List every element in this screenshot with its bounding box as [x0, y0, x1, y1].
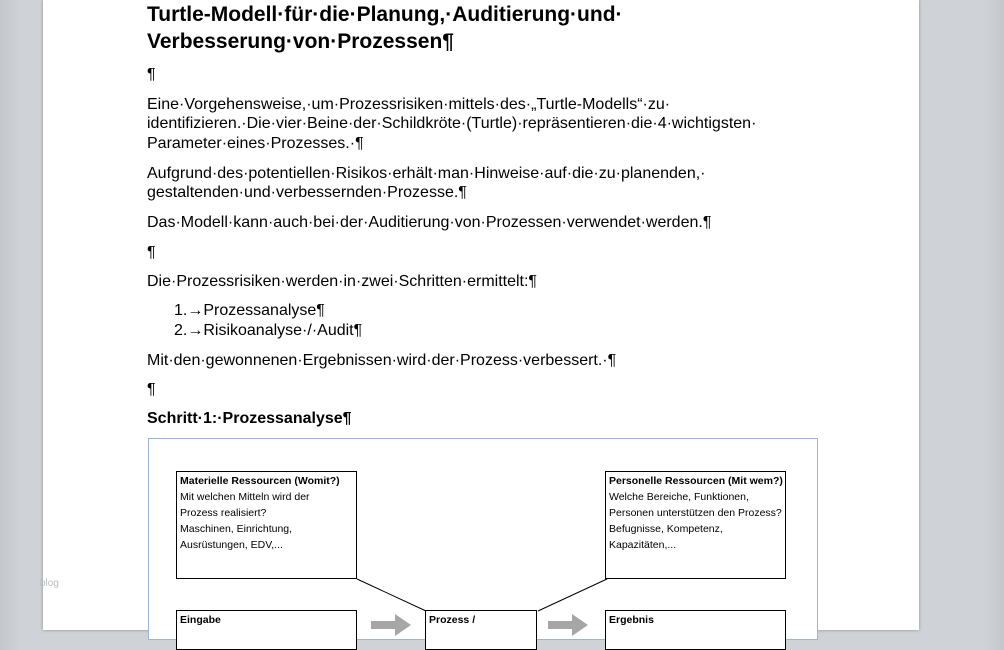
process-box [425, 610, 537, 650]
intro-paragraph-line-3: Parameter·eines·Prozesses.·¶ [147, 135, 364, 152]
turtle-diagram[interactable] [148, 438, 818, 640]
audit-paragraph: Das·Modell·kann·auch·bei·der·Auditierung·von·Prozessen·verwendet·werden.¶ [147, 214, 712, 231]
intro-paragraph-line-2: identifizieren.·Die·vier·Beine·der·Schildkröte·(Turtle)·repräsentieren·die·4·wichtigsten· [147, 115, 757, 132]
arrow-right-icon [548, 614, 588, 636]
process-box-title: Prozess / [429, 614, 476, 626]
connector-line [538, 579, 607, 611]
material-resources-line: Ausrüstungen, EDV,... [180, 539, 283, 551]
list-item: 2.→Risikoanalyse·/·Audit¶ [174, 322, 363, 339]
result-paragraph: Mit·den·gewonnenen·Ergebnissen·wird·der·Prozess·verbessert.·¶ [147, 352, 617, 369]
empty-paragraph-mark: ¶ [147, 381, 156, 398]
material-resources-line: Mit welchen Mitteln wird der [180, 491, 310, 503]
empty-paragraph-mark: ¶ [147, 244, 156, 261]
risk-paragraph-line-2: gestaltenden·und·verbessernden·Prozesse.¶ [147, 184, 467, 201]
personnel-resources-line: Welche Bereiche, Funktionen, [609, 491, 749, 503]
personnel-resources-line: Kapazitäten,... [609, 539, 677, 551]
input-box-title: Eingabe [180, 614, 221, 626]
output-box [605, 610, 786, 650]
watermark-text: blog [40, 578, 59, 589]
empty-paragraph-mark: ¶ [147, 66, 156, 83]
risk-paragraph-line-1: Aufgrund·des·potentiellen·Risikos·erhält·man·Hinweise·auf·die·zu·planenden,· [147, 165, 706, 182]
material-resources-title: Materielle Ressourcen (Womit?) [180, 475, 340, 487]
steps-paragraph: Die·Prozessrisiken·werden·in·zwei·Schritten·ermittelt:¶ [147, 273, 538, 290]
step1-heading: Schritt·1:·Prozessanalyse¶ [147, 410, 352, 427]
connector-line [357, 579, 426, 611]
personnel-resources-line: Personen unterstützen den Prozess? [609, 507, 782, 519]
output-box-title: Ergebnis [609, 614, 654, 626]
document-title-line-1: Turtle-Modell·für·die·Planung,·Auditierung·und· [147, 3, 623, 26]
input-box [176, 610, 357, 650]
material-resources-line: Prozess realisiert? [180, 507, 267, 519]
personnel-resources-line: Befugnisse, Kompetenz, [609, 523, 723, 535]
personnel-resources-title: Personelle Ressourcen (Mit wem?) [609, 475, 783, 487]
material-resources-line: Maschinen, Einrichtung, [180, 523, 293, 535]
arrow-right-icon [371, 614, 411, 636]
list-item: 1.→Prozessanalyse¶ [174, 302, 325, 319]
intro-paragraph-line-1: Eine·Vorgehensweise,·um·Prozessrisiken·mittels·des·„Turtle-Modells“·zu· [147, 96, 671, 113]
document-title-line-2: Verbesserung·von·Prozessen¶ [147, 30, 454, 53]
personnel-resources-box [605, 471, 786, 579]
material-resources-box [176, 471, 357, 579]
